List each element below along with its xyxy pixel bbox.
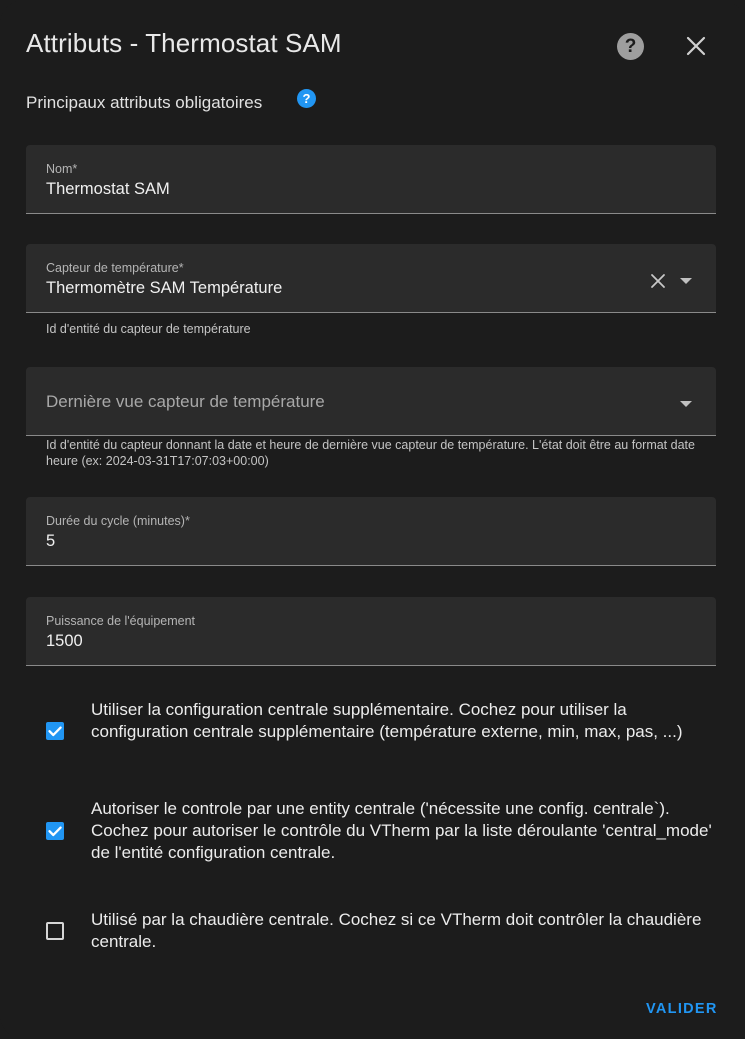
check-icon: [46, 822, 64, 840]
last-seen-sensor-helper: Id d'entité du capteur donnant la date et heure de dernière vue capteur de température. L'état doit être au format date heure (ex: 2024-03-31T17:07:03+00:00): [46, 438, 695, 468]
central-mode-checkbox[interactable]: [46, 822, 64, 840]
last-seen-sensor-select[interactable]: [26, 367, 716, 436]
central-config-label: Utiliser la configuration centrale supplémentaire. Cochez pour utiliser la configuration centrale supplémentaire (température externe, min, max, pas, ...): [91, 700, 683, 741]
name-field[interactable]: [26, 145, 716, 214]
dropdown-arrow-icon[interactable]: [680, 278, 692, 284]
last-seen-sensor-placeholder: Dernière vue capteur de température: [46, 392, 325, 411]
dialog-title: Attributs - Thermostat SAM: [26, 28, 342, 58]
temperature-sensor-label: Capteur de température*: [46, 261, 184, 275]
section-title: Principaux attributs obligatoires: [26, 93, 263, 112]
power-field[interactable]: [26, 597, 716, 666]
temperature-sensor-helper: Id d'entité du capteur de température: [46, 322, 251, 336]
central-boiler-checkbox[interactable]: [46, 922, 64, 940]
power-field-label: Puissance de l'équipement: [46, 614, 196, 628]
power-field-value[interactable]: 1500: [46, 632, 83, 650]
name-field-label: Nom*: [46, 162, 78, 176]
submit-button[interactable]: VALIDER: [646, 1001, 718, 1017]
clear-icon[interactable]: [650, 273, 666, 289]
cycle-duration-value[interactable]: 5: [46, 532, 56, 550]
cycle-duration-field[interactable]: [26, 497, 716, 566]
close-icon[interactable]: [684, 34, 708, 58]
central-config-checkbox[interactable]: [46, 722, 64, 740]
info-icon[interactable]: ?: [297, 89, 316, 108]
cycle-duration-label: Durée du cycle (minutes)*: [46, 514, 190, 528]
name-field-value[interactable]: Thermostat SAM: [46, 180, 170, 198]
dropdown-arrow-icon[interactable]: [680, 401, 692, 407]
temperature-sensor-select[interactable]: [26, 244, 716, 313]
temperature-sensor-value[interactable]: Thermomètre SAM Température: [46, 279, 283, 297]
check-icon: [46, 722, 64, 740]
central-mode-label: Autoriser le controle par une entity centrale ('nécessite une config. centrale`). Cochez pour autoriser le contrôle du VTherm par la liste déroulante 'central_mode' de l'entité configuration centrale.: [91, 799, 712, 862]
central-boiler-label: Utilisé par la chaudière centrale. Cochez si ce VTherm doit contrôler la chaudière centrale.: [91, 910, 702, 951]
help-icon[interactable]: ?: [617, 33, 644, 60]
